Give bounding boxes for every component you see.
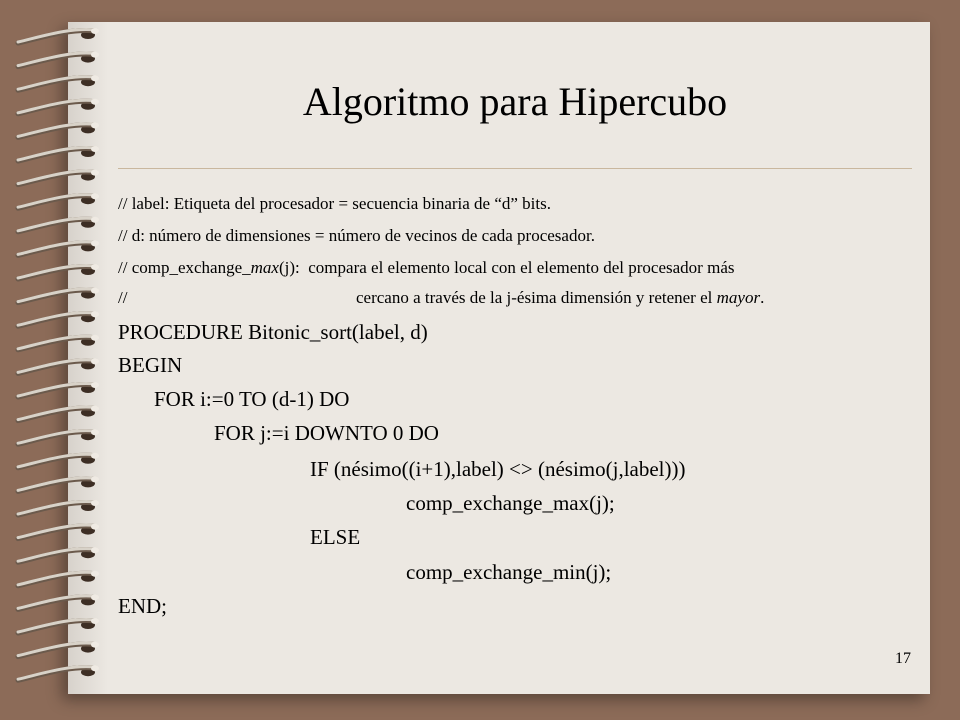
spiral-coil-icon bbox=[18, 170, 99, 185]
spiral-coil-icon bbox=[18, 618, 99, 633]
spiral-coil-icon bbox=[18, 476, 99, 491]
comment-line-continuation bbox=[356, 288, 764, 308]
comment-continuation-text: cercano a través de la j-ésima dimensión y retener el bbox=[356, 288, 717, 307]
spiral-coil-icon bbox=[18, 311, 99, 326]
spiral-coil-icon bbox=[18, 335, 99, 350]
code-line-if: IF (nésimo((i+1),label) <> (nésimo(j,label))) bbox=[310, 457, 686, 481]
spiral-coil-icon bbox=[18, 193, 99, 208]
code-line-else: ELSE bbox=[310, 525, 361, 549]
code-line-begin: BEGIN bbox=[118, 353, 183, 377]
spiral-coil-icon bbox=[18, 240, 99, 255]
spiral-coil-icon bbox=[18, 217, 99, 232]
comment-line-exchange bbox=[118, 258, 734, 278]
comment-line-slashes: // bbox=[118, 288, 128, 307]
comment-exchange-rest: (j): compara el elemento local con el elemento del procesador más bbox=[278, 258, 735, 277]
comment-line-label: // label: Etiqueta del procesador = secuencia binaria de “d” bits. bbox=[118, 194, 551, 213]
title-divider bbox=[118, 168, 912, 169]
spiral-coil-icon bbox=[18, 453, 99, 468]
spiral-coil-icon bbox=[18, 358, 99, 373]
comment-exchange-prefix: // comp_exchange_ bbox=[118, 258, 251, 277]
spiral-coil-icon bbox=[18, 146, 99, 161]
code-line-for-j: FOR j:=i DOWNTO 0 DO bbox=[214, 421, 439, 445]
spiral-coil-icon bbox=[18, 500, 99, 515]
spiral-coil-icon bbox=[18, 642, 99, 657]
spiral-coil-icon bbox=[18, 288, 99, 303]
spiral-coil-icon bbox=[18, 382, 99, 397]
code-line-end: END; bbox=[118, 594, 167, 618]
comment-exchange-italic: max bbox=[250, 258, 279, 277]
code-line-for-i: FOR i:=0 TO (d-1) DO bbox=[154, 387, 350, 411]
spiral-coil-icon bbox=[18, 52, 99, 67]
spiral-coil-icon bbox=[18, 264, 99, 279]
comment-line-dimensions: // d: número de dimensiones = número de vecinos de cada procesador. bbox=[118, 226, 595, 245]
code-line-exchange-min: comp_exchange_min(j); bbox=[406, 560, 612, 584]
page-number: 17 bbox=[895, 650, 911, 667]
code-line-exchange-max: comp_exchange_max(j); bbox=[406, 491, 615, 515]
spiral-coil-icon bbox=[18, 524, 99, 539]
spiral-coil-icon bbox=[18, 429, 99, 444]
spiral-coil-icon bbox=[18, 547, 99, 562]
comment-continuation-italic: mayor bbox=[716, 288, 761, 307]
slide-title: Algoritmo para Hipercubo bbox=[302, 79, 728, 124]
spiral-coil-icon bbox=[18, 665, 99, 680]
spiral-coil-icon bbox=[18, 28, 99, 43]
comment-continuation-end: . bbox=[760, 288, 765, 307]
spiral-coil-icon bbox=[18, 571, 99, 586]
spiral-coil-icon bbox=[18, 594, 99, 609]
code-line-procedure: PROCEDURE Bitonic_sort(label, d) bbox=[118, 320, 428, 344]
spiral-coil-icon bbox=[18, 406, 99, 421]
